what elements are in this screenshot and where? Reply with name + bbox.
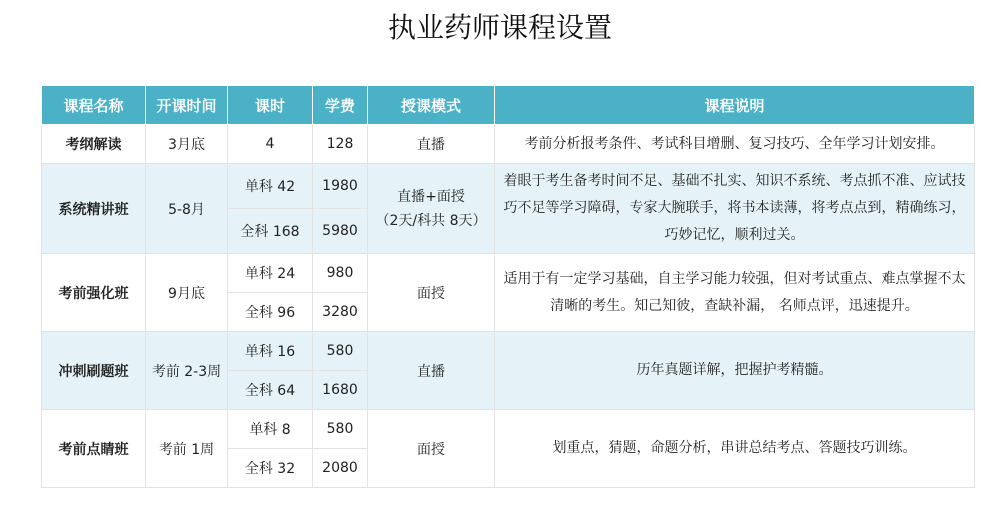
table-row — [42, 125, 975, 164]
course-fee: 580 — [313, 332, 368, 371]
table-row — [42, 254, 975, 293]
course-table — [41, 85, 975, 488]
course-time: 考前 2-3周 — [146, 332, 228, 410]
course-time: 考前 1周 — [146, 410, 228, 488]
course-name: 考纲解读 — [42, 125, 146, 164]
course-hours: 单科 8 — [228, 410, 313, 449]
table-row — [42, 164, 975, 209]
course-description: 历年真题详解，把握护考精髓。 — [495, 332, 975, 410]
course-hours: 全科 168 — [228, 209, 313, 254]
course-fee: 1980 — [313, 164, 368, 209]
course-time: 5-8月 — [146, 164, 228, 254]
course-hours: 单科 42 — [228, 164, 313, 209]
course-hours: 单科 24 — [228, 254, 313, 293]
course-name: 冲刺刷题班 — [42, 332, 146, 410]
header-course-name: 课程名称 — [42, 86, 146, 125]
course-mode — [368, 164, 495, 254]
course-mode-label: 直播+面授 — [397, 188, 465, 205]
header-mode: 授课模式 — [368, 86, 495, 125]
course-description: 考前分析报考条件、考试科目增删、复习技巧、全年学习计划安排。 — [495, 125, 975, 164]
header-fee: 学费 — [313, 86, 368, 125]
course-mode: 面授 — [368, 254, 495, 332]
course-description: 着眼于考生备考时间不足、基础不扎实、知识不系统、考点抓不准、应试技巧不足等学习障碍，专家大腕联手，将书本读薄，将考点点到，精确练习，巧妙记忆，顺利过关。 — [495, 164, 975, 254]
course-fee: 5980 — [313, 209, 368, 254]
course-mode: 面授 — [368, 410, 495, 488]
course-fee: 980 — [313, 254, 368, 293]
course-fee: 580 — [313, 410, 368, 449]
table-header-row — [42, 86, 975, 125]
course-mode: 直播 — [368, 125, 495, 164]
header-description: 课程说明 — [495, 86, 975, 125]
course-description: 划重点，猜题，命题分析，串讲总结考点、答题技巧训练。 — [495, 410, 975, 488]
course-fee: 1680 — [313, 371, 368, 410]
course-time: 9月底 — [146, 254, 228, 332]
course-mode: 直播 — [368, 332, 495, 410]
header-start-time: 开课时间 — [146, 86, 228, 125]
course-hours: 全科 96 — [228, 293, 313, 332]
table-row — [42, 410, 975, 449]
header-hours: 课时 — [228, 86, 313, 125]
course-fee: 128 — [313, 125, 368, 164]
course-hours: 单科 16 — [228, 332, 313, 371]
course-hours: 4 — [228, 125, 313, 164]
course-fee: 2080 — [313, 449, 368, 488]
table-row — [42, 332, 975, 371]
course-name: 系统精讲班 — [42, 164, 146, 254]
course-name: 考前强化班 — [42, 254, 146, 332]
course-name: 考前点睛班 — [42, 410, 146, 488]
course-description: 适用于有一定学习基础，自主学习能力较强，但对考试重点、难点掌握不太清晰的考生。知己知彼，查缺补漏， 名师点评，迅速提升。 — [495, 254, 975, 332]
page-title: 执业药师课程设置 — [387, 11, 612, 44]
course-time: 3月底 — [146, 125, 228, 164]
course-fee: 3280 — [313, 293, 368, 332]
course-hours: 全科 64 — [228, 371, 313, 410]
course-mode-note: （2天/科共 8天） — [375, 212, 487, 229]
course-hours: 全科 32 — [228, 449, 313, 488]
